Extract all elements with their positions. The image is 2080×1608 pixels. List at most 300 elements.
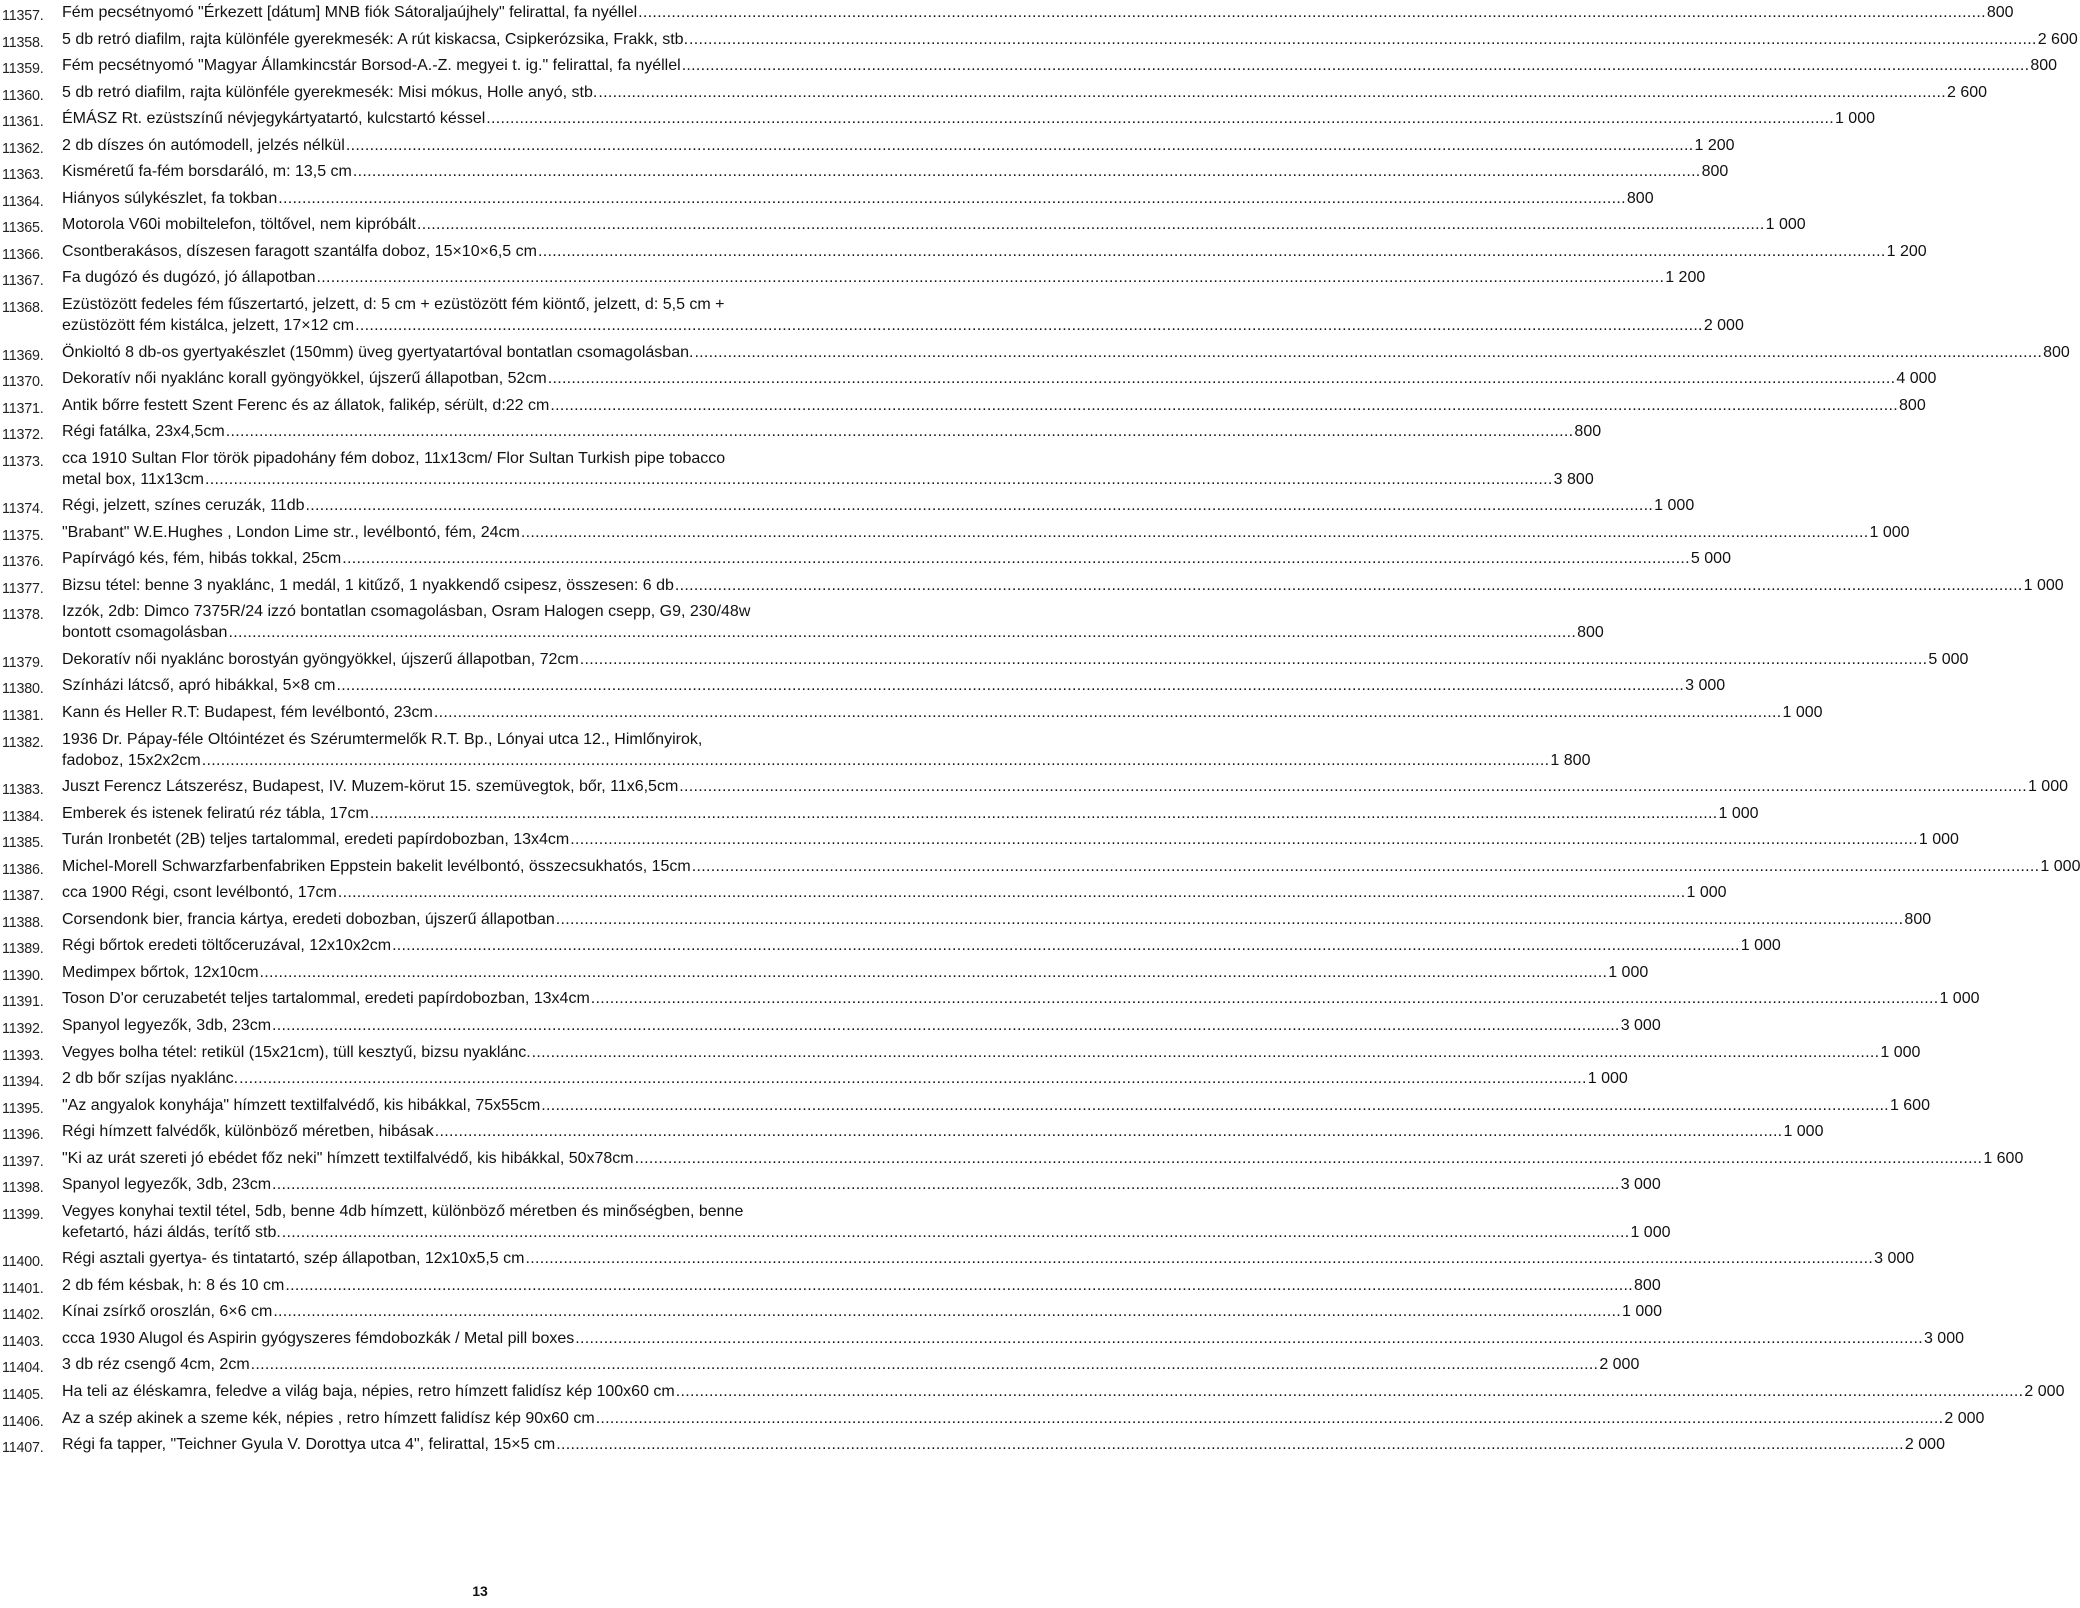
lot-description bbox=[62, 601, 1604, 643]
lot-description bbox=[62, 1174, 1661, 1195]
lot-number: 11359. bbox=[2, 61, 44, 78]
lot-description bbox=[62, 2, 2014, 23]
lot-number: 11397. bbox=[2, 1153, 44, 1170]
lot-price: 2 000 bbox=[1703, 317, 1744, 335]
lot-description-text: Kínai zsírkő oroszlán, 6×6 cm bbox=[62, 1303, 273, 1321]
lot-description-text: Michel-Morell Schwarzfarbenfabriken Eppstein bakelit levélbontó, összecsukhatós, 15cm bbox=[62, 857, 691, 875]
dot-leader bbox=[272, 1015, 1620, 1036]
lot-description bbox=[62, 135, 1735, 156]
lot-price: 1 000 bbox=[1765, 216, 1806, 234]
lot-description-text: Medimpex bőrtok, 12x10cm bbox=[62, 963, 259, 981]
lot-number: 11394. bbox=[2, 1074, 44, 1091]
dot-leader bbox=[580, 649, 1928, 670]
lot-price: 1 000 bbox=[1740, 937, 1781, 955]
dot-leader bbox=[355, 315, 1703, 336]
lot-row bbox=[0, 1381, 2065, 1408]
lot-description-text: ccca 1930 Alugol és Aspirin gyógyszeres fémdobozkák / Metal pill boxes bbox=[62, 1329, 575, 1347]
dot-leader bbox=[689, 29, 2037, 50]
dot-leader bbox=[692, 856, 2040, 877]
lot-row bbox=[0, 448, 1594, 496]
lot-price: 1 000 bbox=[1880, 1043, 1921, 1061]
lot-price: 1 200 bbox=[1694, 136, 1735, 154]
dot-leader bbox=[486, 108, 1834, 129]
lot-price: 5 000 bbox=[1928, 650, 1969, 668]
dot-leader bbox=[273, 1301, 1621, 1322]
lot-price: 1 000 bbox=[1834, 110, 1875, 128]
lot-row bbox=[0, 1148, 2024, 1175]
lot-description-text: Régi asztali gyertya- és tintatartó, szép állapotban, 12x10x5,5 cm bbox=[62, 1250, 525, 1268]
dot-leader bbox=[570, 829, 1918, 850]
lot-description bbox=[62, 1068, 1628, 1089]
lot-description-text: Régi bőrtok eredeti töltőceruzával, 12x10x2cm bbox=[62, 937, 392, 955]
lot-description-line: cca 1910 Sultan Flor török pipadohány fém doboz, 11x13cm/ Flor Sultan Turkish pipe tobacco bbox=[62, 449, 726, 467]
lot-price: 1 000 bbox=[1939, 990, 1980, 1008]
lot-row bbox=[0, 1275, 1661, 1302]
lot-number: 11399. bbox=[2, 1206, 44, 1223]
lot-number: 11380. bbox=[2, 681, 44, 698]
dot-leader bbox=[556, 909, 1904, 930]
dot-leader bbox=[202, 750, 1550, 771]
dot-leader bbox=[285, 1275, 1633, 1296]
lot-row bbox=[0, 702, 1823, 729]
lot-description bbox=[62, 829, 1959, 850]
lot-description bbox=[62, 962, 1649, 983]
dot-leader bbox=[541, 1095, 1889, 1116]
lot-row bbox=[0, 55, 2058, 82]
lot-row bbox=[0, 1015, 1661, 1042]
lot-description bbox=[62, 29, 2078, 50]
lot-row bbox=[0, 601, 1604, 649]
lot-description-text: Juszt Ferencz Látszerész, Budapest, IV. Muzem-körut 15. szemüvegtok, bőr, 11x6,5cm bbox=[62, 778, 679, 796]
lot-description bbox=[62, 1354, 1640, 1375]
lot-row bbox=[0, 856, 2080, 883]
dot-leader bbox=[306, 495, 1654, 516]
lot-description-text: Dekoratív női nyaklánc borostyán gyöngyökkel, újszerű állapotban, 72cm bbox=[62, 650, 579, 668]
lot-description-text: metal box, 11x13cm bbox=[62, 470, 204, 488]
lot-description-text: Fém pecsétnyomó "Érkezett [dátum] MNB fiók Sátoraljaújhely" felirattal, fa nyéllel bbox=[62, 4, 638, 21]
dot-leader bbox=[679, 776, 2027, 797]
lot-description bbox=[62, 702, 1823, 723]
lot-row bbox=[0, 1434, 1945, 1461]
lot-description-text: Toson D'or ceruzabetét teljes tartalommal, eredeti papírdobozban, 13x4cm bbox=[62, 990, 590, 1008]
lot-description bbox=[62, 803, 1759, 824]
lot-description-text: Kisméretű fa-fém borsdaráló, m: 13,5 cm bbox=[62, 163, 352, 181]
lot-description bbox=[62, 856, 2080, 877]
lot-price: 1 200 bbox=[1665, 269, 1706, 287]
lot-row bbox=[0, 1042, 1921, 1069]
lot-row bbox=[0, 803, 1759, 830]
lot-price: 1 800 bbox=[1550, 751, 1591, 769]
lot-description bbox=[62, 935, 1781, 956]
dot-leader bbox=[550, 395, 1898, 416]
lot-description-line: Vegyes konyhai textil tétel, 5db, benne 4db hímzett, különböző méretben és minőségben, benne bbox=[62, 1202, 744, 1220]
lot-description-text: Az a szép akinek a szeme kék, népies , retro hímzett falidísz kép 90x60 cm bbox=[62, 1409, 595, 1427]
lot-description-text: Hiányos súlykészlet, fa tokban bbox=[62, 189, 278, 207]
lot-number: 11369. bbox=[2, 347, 44, 364]
lot-price: 1 600 bbox=[1889, 1096, 1930, 1114]
lot-description-line: 1936 Dr. Pápay-féle Oltóintézet és Szérumtermelők R.T. Bp., Lónyai utca 12., Himlőnyirok, bbox=[62, 730, 703, 748]
lot-description-text: Fa dugózó és dugózó, jó állapotban bbox=[62, 269, 316, 287]
lot-price: 3 000 bbox=[1874, 1250, 1915, 1268]
lot-price: 2 000 bbox=[2024, 1383, 2065, 1401]
lot-description-text: 2 db bőr szíjas nyaklánc. bbox=[62, 1070, 239, 1088]
lot-description-text: Dekoratív női nyaklánc korall gyöngyökkel, újszerű állapotban, 52cm bbox=[62, 370, 547, 388]
lot-row bbox=[0, 82, 1988, 109]
lot-number: 11357. bbox=[2, 8, 44, 24]
lot-description bbox=[62, 188, 1654, 209]
dot-leader bbox=[228, 622, 1576, 643]
lot-row bbox=[0, 909, 1932, 936]
lot-description bbox=[62, 55, 2058, 76]
lot-price: 1 200 bbox=[1886, 242, 1927, 260]
lot-row bbox=[0, 2, 2014, 29]
lot-description-text: Régi fatálka, 23x4,5cm bbox=[62, 423, 225, 441]
lot-price: 800 bbox=[1577, 624, 1604, 642]
lot-description-text: Turán Ironbetét (2B) teljes tartalommal, eredeti papírdobozban, 13x4cm bbox=[62, 831, 570, 849]
lot-number: 11383. bbox=[2, 782, 44, 799]
lot-description bbox=[62, 108, 1875, 129]
dot-leader bbox=[676, 1381, 2024, 1402]
dot-leader bbox=[596, 1408, 1944, 1429]
lot-description bbox=[62, 82, 1988, 103]
dot-leader bbox=[532, 1042, 1880, 1063]
lot-price: 1 000 bbox=[1686, 884, 1727, 902]
lot-description-text: Ha teli az éléskamra, feledve a világ baja, népies, retro hímzett falidísz kép 100x60 cm bbox=[62, 1383, 675, 1401]
lot-row bbox=[0, 522, 1910, 549]
lot-description bbox=[62, 1408, 1985, 1429]
lot-description-text: "Az angyalok konyhája" hímzett textilfalvédő, kis hibákkal, 75x55cm bbox=[62, 1096, 541, 1114]
lot-description-text: kefetartó, házi áldás, terítő stb. bbox=[62, 1223, 281, 1241]
lot-row bbox=[0, 1301, 1663, 1328]
dot-leader bbox=[635, 1148, 1983, 1169]
lot-number: 11401. bbox=[2, 1280, 44, 1297]
dot-leader bbox=[317, 267, 1665, 288]
lot-description-text: 5 db retró diafilm, rajta különféle gyerekmesék: A rút kiskacsa, Csipkerózsika, Frakk, stb. bbox=[62, 30, 689, 48]
lot-price: 1 000 bbox=[1621, 1303, 1663, 1321]
dot-leader bbox=[338, 882, 1686, 903]
lot-price: 800 bbox=[1986, 4, 2014, 21]
lot-row bbox=[0, 188, 1654, 215]
lot-number: 11365. bbox=[2, 220, 44, 237]
lot-row bbox=[0, 267, 1706, 294]
lot-price: 2 000 bbox=[1904, 1436, 1945, 1454]
lot-number: 11404. bbox=[2, 1360, 44, 1377]
lot-row bbox=[0, 962, 1649, 989]
lot-description bbox=[62, 729, 1591, 771]
lot-number: 11384. bbox=[2, 808, 44, 825]
dot-leader bbox=[638, 2, 1986, 23]
lot-description bbox=[62, 1275, 1661, 1296]
lot-description bbox=[62, 448, 1594, 490]
dot-leader bbox=[239, 1068, 1587, 1089]
lot-number: 11402. bbox=[2, 1307, 44, 1324]
lot-number: 11388. bbox=[2, 914, 44, 931]
lot-price: 2 600 bbox=[2037, 30, 2078, 48]
lot-description bbox=[62, 988, 1980, 1009]
lot-number: 11405. bbox=[2, 1387, 44, 1404]
lot-description bbox=[62, 909, 1932, 930]
lot-price: 1 000 bbox=[1869, 523, 1910, 541]
lot-description bbox=[62, 161, 1729, 182]
lot-description bbox=[62, 267, 1706, 288]
lot-list bbox=[0, 2, 2080, 1461]
lot-description bbox=[62, 1434, 1945, 1455]
lot-description-text: 5 db retró diafilm, rajta különféle gyerekmesék: Misi mókus, Holle anyó, stb. bbox=[62, 83, 598, 101]
lot-description bbox=[62, 1381, 2065, 1402]
lot-number: 11371. bbox=[2, 400, 44, 417]
lot-number: 11395. bbox=[2, 1100, 44, 1117]
lot-description-line: Ezüstözött fedeles fém fűszertartó, jelzett, d: 5 cm + ezüstözött fém kiöntő, jelzett, d: 5,5 cm + bbox=[62, 296, 725, 314]
dot-leader bbox=[282, 1222, 1630, 1243]
lot-number: 11381. bbox=[2, 707, 44, 724]
lot-description-text: Corsendonk bier, francia kártya, eredeti dobozban, újszerű állapotban bbox=[62, 910, 555, 928]
lot-number: 11364. bbox=[2, 193, 44, 210]
lot-number: 11378. bbox=[2, 607, 44, 624]
lot-number: 11386. bbox=[2, 861, 44, 878]
lot-row bbox=[0, 649, 1969, 676]
lot-price: 3 000 bbox=[1620, 1016, 1661, 1034]
lot-description-text: ÉMÁSZ Rt. ezüstszínű névjegykártyatartó, kulcstartó késsel bbox=[62, 110, 486, 128]
lot-row bbox=[0, 368, 1937, 395]
lot-description bbox=[62, 395, 1926, 416]
lot-row bbox=[0, 294, 1744, 342]
lot-price: 1 000 bbox=[1587, 1070, 1628, 1088]
lot-description-text: Régi hímzett falvédők, különböző méretben, hibásak bbox=[62, 1123, 434, 1141]
lot-row bbox=[0, 135, 1735, 162]
lot-description bbox=[62, 1121, 1824, 1142]
lot-number: 11375. bbox=[2, 527, 44, 544]
dot-leader bbox=[575, 1328, 1923, 1349]
dot-leader bbox=[336, 675, 1684, 696]
lot-description-text: Kann és Heller R.T: Budapest, fém levélbontó, 23cm bbox=[62, 703, 433, 721]
lot-description-text: ezüstözött fém kistálca, jelzett, 17×12 cm bbox=[62, 317, 355, 335]
dot-leader bbox=[682, 55, 2030, 76]
dot-leader bbox=[272, 1174, 1620, 1195]
lot-description-text: fadoboz, 15x2x2cm bbox=[62, 751, 201, 769]
lot-price: 1 600 bbox=[1983, 1149, 2024, 1167]
dot-leader bbox=[346, 135, 1694, 156]
dot-leader bbox=[598, 82, 1946, 103]
lot-description bbox=[62, 214, 1806, 235]
dot-leader bbox=[417, 214, 1765, 235]
lot-price: 800 bbox=[1904, 910, 1932, 928]
page-number: 13 bbox=[472, 1583, 488, 1599]
lot-description bbox=[62, 421, 1602, 442]
lot-price: 800 bbox=[1626, 189, 1654, 207]
lot-price: 800 bbox=[2043, 343, 2070, 361]
lot-description-text: Régi, jelzett, színes ceruzák, 11db bbox=[62, 497, 305, 515]
dot-leader bbox=[694, 342, 2042, 363]
lot-price: 800 bbox=[1634, 1276, 1661, 1294]
lot-row bbox=[0, 1201, 1671, 1249]
lot-description bbox=[62, 294, 1744, 336]
lot-description bbox=[62, 495, 1695, 516]
lot-row bbox=[0, 1408, 1985, 1435]
lot-description bbox=[62, 1301, 1663, 1322]
lot-row bbox=[0, 495, 1695, 522]
lot-description-text: Bizsu tétel: benne 3 nyaklánc, 1 medál, 1 kitűző, 1 nyakkendő csipesz, összesen: 6 db bbox=[62, 576, 674, 594]
lot-number: 11390. bbox=[2, 967, 44, 984]
lot-description-text: Fém pecsétnyomó "Magyar Államkincstár Borsod-A.-Z. megyei t. ig." felirattal, fa nyéllel bbox=[62, 57, 681, 75]
lot-number: 11358. bbox=[2, 34, 44, 51]
lot-row bbox=[0, 241, 1927, 268]
lot-row bbox=[0, 342, 2070, 369]
lot-description bbox=[62, 575, 2064, 596]
lot-number: 11377. bbox=[2, 580, 44, 597]
lot-row bbox=[0, 548, 1731, 575]
lot-row bbox=[0, 1068, 1628, 1095]
lot-description-text: Emberek és istenek feliratú réz tábla, 17cm bbox=[62, 804, 369, 822]
lot-price: 1 000 bbox=[2023, 576, 2064, 594]
lot-description-text: 2 db díszes ón autómodell, jelzés nélkül bbox=[62, 136, 345, 154]
lot-description-text: 3 db réz csengő 4cm, 2cm bbox=[62, 1356, 250, 1374]
lot-description-text: "Brabant" W.E.Hughes , London Lime str., levélbontó, fém, 24cm bbox=[62, 523, 520, 541]
lot-row bbox=[0, 161, 1729, 188]
lot-description bbox=[62, 1095, 1930, 1116]
lot-price: 800 bbox=[1701, 163, 1729, 181]
lot-number: 11387. bbox=[2, 888, 44, 905]
lot-number: 11396. bbox=[2, 1127, 44, 1144]
lot-number: 11360. bbox=[2, 87, 44, 104]
lot-number: 11403. bbox=[2, 1333, 44, 1350]
lot-price: 1 000 bbox=[2027, 778, 2068, 796]
lot-number: 11385. bbox=[2, 835, 44, 852]
dot-leader bbox=[521, 522, 1869, 543]
lot-row bbox=[0, 675, 1726, 702]
dot-leader bbox=[548, 368, 1896, 389]
lot-number: 11367. bbox=[2, 273, 44, 290]
lot-row bbox=[0, 214, 1806, 241]
lot-number: 11362. bbox=[2, 140, 44, 157]
lot-number: 11393. bbox=[2, 1047, 44, 1064]
lot-description bbox=[62, 882, 1727, 903]
dot-leader bbox=[392, 935, 1740, 956]
lot-description bbox=[62, 522, 1910, 543]
lot-price: 1 000 bbox=[1630, 1223, 1671, 1241]
lot-price: 1 000 bbox=[1782, 703, 1823, 721]
lot-description bbox=[62, 1201, 1671, 1243]
lot-price: 3 000 bbox=[1923, 1329, 1964, 1347]
lot-description-text: Színházi látcső, apró hibákkal, 5×8 cm bbox=[62, 677, 336, 695]
lot-row bbox=[0, 729, 1591, 777]
dot-leader bbox=[226, 421, 1574, 442]
lot-number: 11372. bbox=[2, 427, 44, 444]
lot-number: 11363. bbox=[2, 167, 44, 184]
lot-price: 1 000 bbox=[1654, 497, 1695, 515]
lot-price: 2 000 bbox=[1599, 1356, 1640, 1374]
lot-description bbox=[62, 1042, 1921, 1063]
lot-number: 11366. bbox=[2, 246, 44, 263]
lot-description bbox=[62, 342, 2070, 363]
lot-number: 11398. bbox=[2, 1180, 44, 1197]
lot-row bbox=[0, 1121, 1824, 1148]
lot-description-text: Csontberakásos, díszesen faragott szantálfa doboz, 15×10×6,5 cm bbox=[62, 242, 537, 260]
lot-description bbox=[62, 675, 1726, 696]
lot-row bbox=[0, 1095, 1930, 1122]
dot-leader bbox=[538, 241, 1886, 262]
dot-leader bbox=[260, 962, 1608, 983]
lot-row bbox=[0, 1354, 1640, 1381]
lot-price: 1 000 bbox=[1718, 804, 1759, 822]
lot-price: 800 bbox=[1899, 396, 1926, 414]
lot-price: 2 600 bbox=[1947, 83, 1988, 101]
lot-row bbox=[0, 575, 2064, 602]
lot-number: 11406. bbox=[2, 1413, 44, 1430]
lot-price: 3 000 bbox=[1685, 677, 1726, 695]
dot-leader bbox=[353, 161, 1701, 182]
lot-number: 11374. bbox=[2, 501, 44, 518]
lot-row bbox=[0, 776, 2068, 803]
lot-price: 5 000 bbox=[1690, 550, 1731, 568]
dot-leader bbox=[278, 188, 1626, 209]
dot-leader bbox=[675, 575, 2023, 596]
lot-row bbox=[0, 395, 1926, 422]
lot-price: 800 bbox=[2030, 57, 2058, 75]
lot-number: 11373. bbox=[2, 453, 44, 470]
lot-number: 11382. bbox=[2, 734, 44, 751]
dot-leader bbox=[251, 1354, 1599, 1375]
lot-description bbox=[62, 1015, 1661, 1036]
lot-row bbox=[0, 108, 1875, 135]
dot-leader bbox=[556, 1434, 1904, 1455]
lot-description-text: 2 db fém késbak, h: 8 és 10 cm bbox=[62, 1276, 285, 1294]
dot-leader bbox=[205, 469, 1553, 490]
dot-leader bbox=[434, 702, 1782, 723]
lot-description-text: Papírvágó kés, fém, hibás tokkal, 25cm bbox=[62, 550, 342, 568]
lot-description bbox=[62, 776, 2068, 797]
lot-row bbox=[0, 829, 1959, 856]
lot-description-text: "Ki az urát szereti jó ebédet főz neki" hímzett textilfalvédő, kis hibákkal, 50x78cm bbox=[62, 1149, 634, 1167]
lot-description-text: Antik bőrre festett Szent Ferenc és az állatok, falikép, sérült, d:22 cm bbox=[62, 396, 550, 414]
lot-number: 11368. bbox=[2, 300, 44, 317]
lot-price: 1 000 bbox=[1608, 963, 1649, 981]
lot-description-text: Spanyol legyezők, 3db, 23cm bbox=[62, 1176, 272, 1194]
lot-row bbox=[0, 988, 1980, 1015]
lot-row bbox=[0, 421, 1602, 448]
dot-leader bbox=[370, 803, 1718, 824]
lot-price: 800 bbox=[1574, 423, 1602, 441]
lot-description-text: cca 1900 Régi, csont levélbontó, 17cm bbox=[62, 884, 337, 902]
lot-number: 11407. bbox=[2, 1440, 44, 1457]
lot-description-line: Izzók, 2db: Dimco 7375R/24 izzó bontatlan csomagolásban, Osram Halogen csepp, G9, 230/48w bbox=[62, 603, 751, 621]
lot-description bbox=[62, 241, 1927, 262]
lot-description bbox=[62, 1248, 1915, 1269]
lot-price: 2 000 bbox=[1944, 1409, 1985, 1427]
lot-row bbox=[0, 882, 1727, 909]
lot-description-text: Vegyes bolha tétel: retikül (15x21cm), tüll kesztyű, bizsu nyaklánc. bbox=[62, 1043, 531, 1061]
dot-leader bbox=[591, 988, 1939, 1009]
lot-description-text: Motorola V60i mobiltelefon, töltővel, nem kipróbált bbox=[62, 216, 416, 234]
lot-price: 3 000 bbox=[1620, 1176, 1661, 1194]
lot-price: 1 000 bbox=[1918, 831, 1959, 849]
lot-description bbox=[62, 368, 1937, 389]
lot-row bbox=[0, 1174, 1661, 1201]
dot-leader bbox=[435, 1121, 1783, 1142]
lot-number: 11370. bbox=[2, 374, 44, 391]
lot-row bbox=[0, 935, 1781, 962]
lot-price: 4 000 bbox=[1896, 370, 1937, 388]
dot-leader bbox=[342, 548, 1690, 569]
lot-description bbox=[62, 548, 1731, 569]
lot-number: 11400. bbox=[2, 1254, 44, 1271]
dot-leader bbox=[525, 1248, 1873, 1269]
lot-description bbox=[62, 1148, 2024, 1169]
lot-price: 1 000 bbox=[2040, 857, 2080, 875]
lot-number: 11379. bbox=[2, 654, 44, 671]
lot-row bbox=[0, 1248, 1915, 1275]
lot-number: 11376. bbox=[2, 554, 44, 571]
lot-row bbox=[0, 29, 2078, 56]
